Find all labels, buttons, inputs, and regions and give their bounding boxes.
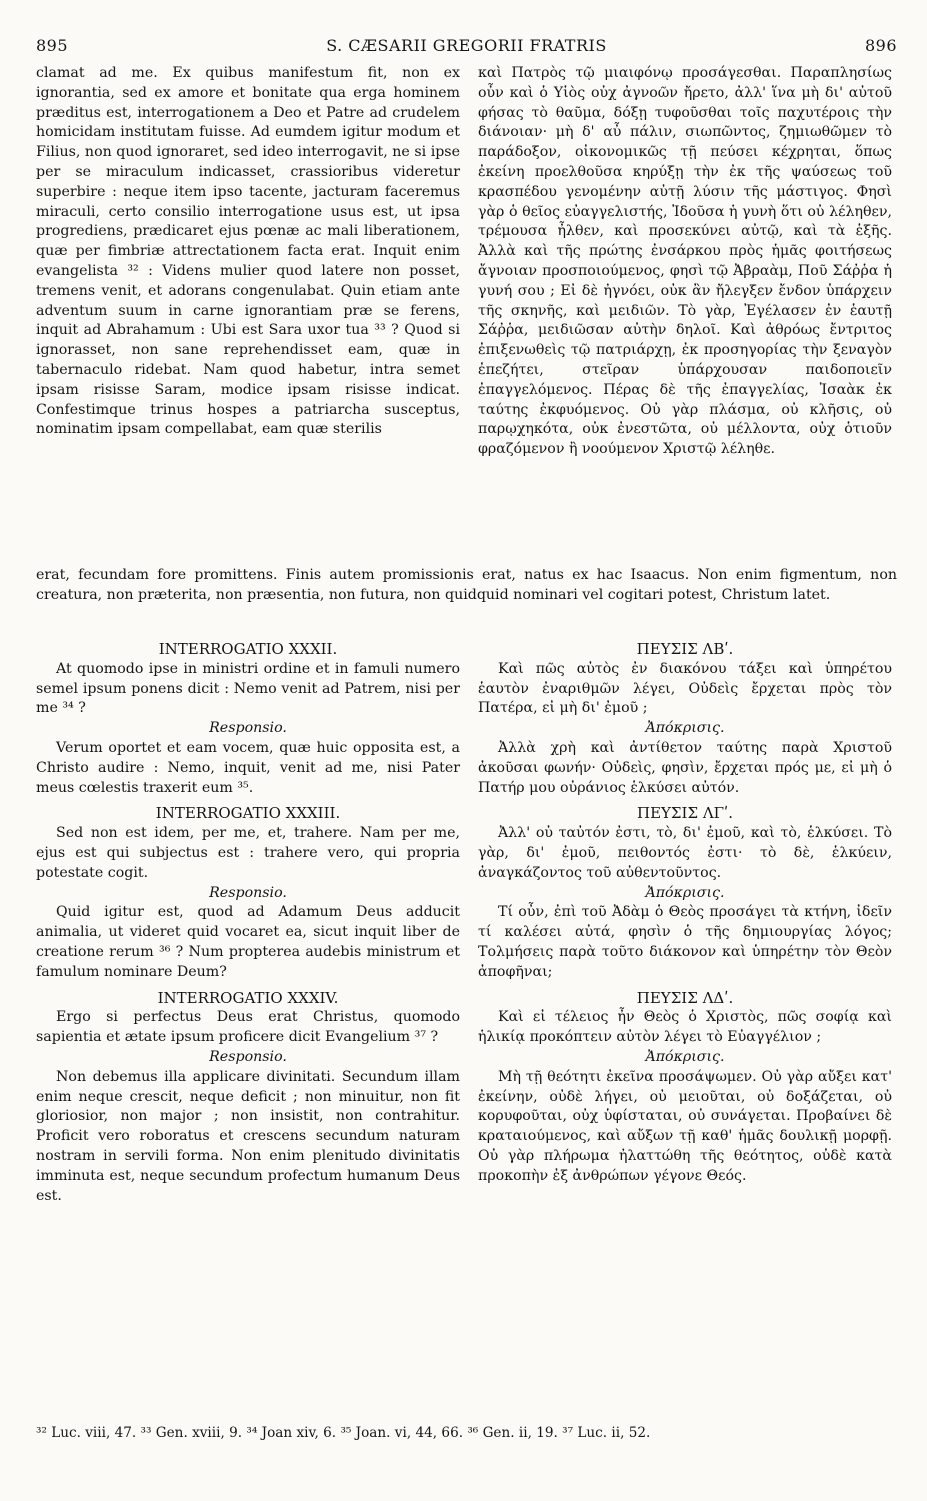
latin-questions-column [36, 640, 460, 1206]
greek-question-32: Καὶ πῶς αὐτὸς ἐν διακόνου τάξει καὶ ὑπηρέτου ἑαυτὸν ἐναριθμῶν λέγει, Οὐδεὶς ἔρχεται πρὸς τὸν Πατέρα, εἰ μὴ δι' ἐμοῦ ; [478, 660, 892, 717]
full-width-latin-text: erat, fecundam fore promittens. Finis autem promissionis erat, natus ex hac Isaacus. Non enim figmentum, non creatura, non præterita, non præsentia, non futura, non quidquid nominari vel cogitari potest, Christum latet. [36, 567, 897, 603]
greek-heading-33: ΠΕΥΣΙΣ ΛΓʹ. [636, 804, 734, 823]
latin-question-32: At quomodo ipse in ministri ordine et in famuli numero semel ipsum ponens dicit : Nemo venit ad Patrem, nisi per me ³⁴ ? [36, 660, 460, 717]
greek-questions-column [478, 640, 892, 1187]
greek-answer-33: Τί οὖν, ἐπὶ τοῦ Ἀδὰμ ὁ Θεὸς προσάγει τὰ κτήνη, ἰδεῖν τί καλέσει αὐτά, φησὶν ὁ τῆς δημιουργίας λόγος; Τολμήσεις παρὰ τοῦτο διάκονον καὶ ὑπηρέτην τὸν Θεὸν ἀποφῆναι; [478, 904, 892, 980]
latin-heading-33: INTERROGATIO XXXIII. [155, 804, 341, 823]
latin-answer-32: Verum oportet et eam vocem, quæ huic opposita est, a Christo audire : Nemo, inquit, venit ad me, nisi Pater meus cœlestis traxerit eum ³⁵. [36, 739, 460, 796]
greek-apokrisis-label-32: Ἀπόκρισις. [645, 720, 725, 737]
greek-apokrisis-label-33: Ἀπόκρισις. [645, 884, 725, 901]
running-header [36, 36, 897, 60]
greek-heading-32: ΠΕΥΣΙΣ ΛΒʹ. [636, 640, 734, 658]
latin-responsio-label-34: Responsio. [209, 1048, 287, 1065]
full-width-latin [36, 566, 897, 606]
greek-question-34: Καὶ εἰ τέλειος ἦν Θεὸς ὁ Χριστὸς, πῶς σοφίᾳ καὶ ἡλικίᾳ προκόπτειν αὐτὸν λέγει τὸ Εὐαγγέλιον ; [478, 1009, 892, 1046]
greek-answer-32: Ἀλλὰ χρὴ καὶ ἀντίθετον ταύτης παρὰ Χριστοῦ ἀκοῦσαι φωνήν· Οὐδεὶς, φησὶν, ἔρχεται πρός με, εἰ μὴ ὁ Πατήρ μου οὐράνιος ἑλκύσει αὐτόν. [478, 739, 892, 796]
latin-heading-32: INTERROGATIO XXXII. [158, 640, 338, 658]
latin-question-34: Ergo si perfectus Deus erat Christus, quomodo sapientia et ætate ipsum proficere dicit Evangelium ³⁷ ? [36, 1009, 460, 1046]
latin-answer-34: Non debemus illa applicare divinitati. Secundum illam enim neque crescit, neque deficit ; non minuitur, non fit gloriosior, non major ; non insistit, non contrahitur. Proficit vero roboratus et crescens secundum naturam nostram in servili forma. Non enim plenitudo divinitatis imminuta est, neque secundum profectum humanum Deus est. [36, 1068, 460, 1204]
greek-question-33: Ἀλλ' οὐ ταὐτόν ἐστι, τὸ, δι' ἐμοῦ, καὶ τὸ, ἑλκύσει. Τὸ γὰρ, δι' ἐμοῦ, πειθοντός ἐστι· τὸ δὲ, ἑλκύειν, ἀναγκάζοντος τοῦ αὐθεντοῦντος. [478, 825, 892, 881]
running-title: S. CÆSARII GREGORII FRATRIS [326, 36, 607, 55]
right-page-number: 896 [864, 36, 897, 55]
latin-top-column [36, 64, 460, 440]
latin-heading-34: INTERROGATIO XXXIV. [157, 988, 339, 1007]
latin-question-33: Sed non est idem, per me, et, trahere. Nam per me, ejus est qui subjectus est : trahere vero, qui propria potestate cogit. [36, 825, 460, 881]
greek-top-column [478, 64, 892, 460]
greek-top-text: καὶ Πατρὸς τῷ μιαιφόνῳ προσάγεσθαι. Παραπλησίως οὖν καὶ ὁ Υἱὸς οὐχ ἀγνοῶν ἤρετο, ἀλλ' ἵνα μὴ δι' αὐτοῦ φήσας τὸ θαῦμα, δόξῃ τυφοῦσθαι τοῖς παχυτέροις τὴν διάνοιαν· μὴ δ' αὖ πάλιν, σιωπῶντος, ζημιωθῶμεν τὸ παράδοξον, οἰκονομικῶς τῇ πεύσει κέχρηται, ὅπως ἐκείνη προελθοῦσα κηρύξῃ τὴν ἐκ τῆς ψαύσεως τοῦ κρασπέδου γενομένην αὐτῇ λύσιν τῆς μάστιγος. Φησὶ γὰρ ὁ θεῖος εὐαγγελιστής, Ἰδοῦσα ἡ γυνὴ ὅτι οὐ λέληθεν, τρέμουσα ἦλθεν, καὶ προσεκύνει αὐτῷ, καὶ τὰ ἑξῆς. Ἀλλὰ καὶ τῆς πρώτης ἐνσάρκου πρὸς ἡμᾶς φοιτήσεως ἄγνοιαν προσποιούμενος, φησὶ τῷ Ἀβραὰμ, Ποῦ Σάῤῥα ἡ γυνή σου ; Εἰ δὲ ἠγνόει, οὐκ ἂν ἤλεγξεν ἔνδον ὑπάρχειν τῆς σκηνῆς, καὶ μειδιῶν. Τὸ γὰρ, Ἐγέλασεν ἐν ἑαυτῇ Σάῤῥα, μειδιῶσαν αὐτὴν δηλοῖ. Καὶ ἀθρόως ἔντριτος ἐπιξενωθεὶς τῷ πατριάρχῃ, ἐκ προσηγορίας τὴν ξεναγὸν ἐπεζήτει, στεῖραν ὑπάρχουσαν παιδοποιεῖν ἐπαγγελόμενος. Πέρας δὲ τῆς ἐπαγγελίας, Ἰσαὰκ ἐκ ταύτης ἐκφυόμενος. Οὐ γὰρ πλάσμα, οὐ κλῆσις, οὐ παρῳχηκότα, οὐκ ἐνεστῶτα, οὐ μέλλοντα, οὐχ ὁτιοῦν φραζόμενον ἢ νοούμενον Χριστῷ λέληθε. [478, 65, 892, 458]
greek-answer-34: Μὴ τῇ θεότητι ἐκεῖνα προσάψωμεν. Οὐ γὰρ αὔξει κατ' ἐκείνην, οὐδὲ λήγει, οὐ μειοῦται, οὐ δοξάζεται, οὐ κορυφοῦται, οὐχ ὑφίσταται, οὐ συνάγεται. Προβαίνει δὲ κραταιούμενος, καὶ αὔξων τῇ καθ' ἡμᾶς δουλικῇ μορφῇ. Οὐ γὰρ πλήρωμα ἠλαττώθη τῆς θεότητος, οὐδὲ κατὰ προκοπὴν ἐξ ἀνθρώπων γέγονε Θεός. [478, 1068, 892, 1184]
greek-apokrisis-label-34: Ἀπόκρισις. [645, 1048, 725, 1065]
greek-heading-34: ΠΕΥΣΙΣ ΛΔʹ. [636, 988, 734, 1007]
latin-responsio-label-33: Responsio. [209, 884, 287, 901]
latin-answer-33: Quid igitur est, quod ad Adamum Deus adducit animalia, ut videret quid vocaret ea, sicut inquit liber de creatione rerum ³⁶ ? Num propterea audebis ministrum et famulum nominare Deum? [36, 904, 460, 980]
latin-top-text: clamat ad me. Ex quibus manifestum fit, non ex ignorantia, sed ex amore et bonitate qua erga hominem præditus est, interrogationem a Deo et Patre ad crudelem homicidam institutam fuisse. Ad eumdem igitur modum et Filius, non quod ignoraret, sed ideo interrogavit, ne si ipse per se miraculum indicasset, crassioribus videretur superbire : neque item ipso tacente, jacturam faceremus miraculi, certo consilio interrogatione usus est, ut ipsa progrediens, prædicaret ejus pœnæ ac mali liberationem, quæ per fimbriæ attrectationem facta erat. Inquit enim evangelista ³² : Videns mulier quod latere non posset, tremens venit, et adorans congenulabat. Quin etiam ante adventum suum in carne ignorantiam præ se ferens, inquit ad Abrahamum : Ubi est Sara uxor tua ³³ ? Quod si ignorasset, non sane reprehendisset eam, quæ in tabernaculo ridebat. Nam quod habetur, intra semet ipsam risisse Saram, modice ipsam risisse indicat. Confestimque trinus hospes a patriarcha susceptus, nominatim ipsam compellabat, eam quæ sterilis [36, 65, 460, 438]
left-page-number: 895 [36, 36, 69, 55]
latin-responsio-label-32: Responsio. [209, 720, 287, 737]
footnotes: ³² Luc. viii, 47. ³³ Gen. xviii, 9. ³⁴ Joan xiv, 6. ³⁵ Joan. vi, 44, 66. ³⁶ Gen. ii, 19. ³⁷ Luc. ii, 52. [36, 1425, 651, 1441]
